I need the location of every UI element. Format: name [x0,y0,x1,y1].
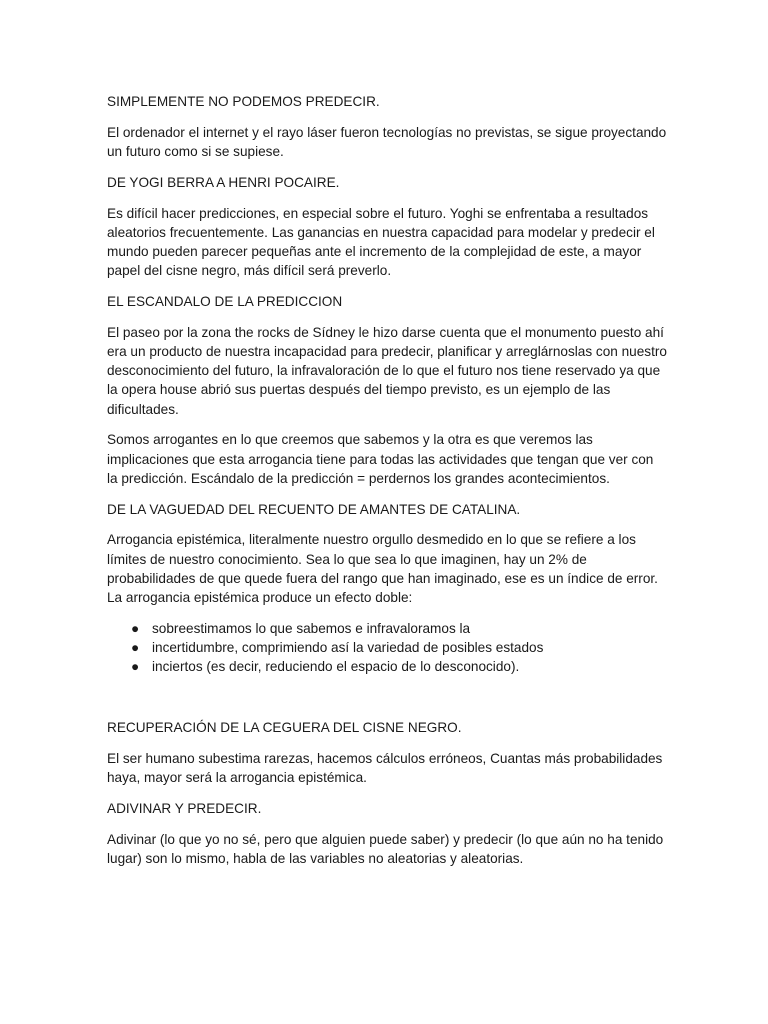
bullet-list [107,619,667,677]
vertical-spacer [107,688,667,718]
list-item [131,657,667,676]
paragraph: El ser humano subestima rarezas, hacemos cálculos erróneos, Cuantas más probabilidades haya, mayor será la arrogancia epistémica. [107,750,663,786]
list-item [131,619,667,638]
list-item-text: inciertos (es decir, reduciendo el espacio de lo desconocido). [152,659,520,675]
list-item-text: incertidumbre, comprimiendo así la variedad de posibles estados [152,640,544,656]
document-body [107,92,667,880]
paragraph: El paseo por la zona the rocks de Sídney le hizo darse cuenta que el monumento puesto ahí era un producto de nuestra incapacidad para predecir, planificar y arreglárnoslas con nuestro desconocimiento del futuro, la infravaloración de lo que el futuro nos tiene reservado ya que la opera house abrió sus puertas después del tiempo previsto, es un ejemplo de las dificultades. [107,324,667,417]
section-heading: SIMPLEMENTE NO PODEMOS PREDECIR. [107,94,380,109]
paragraph: El ordenador el internet y el rayo láser fueron tecnologías no previstas, se sigue proyectando un futuro como si se supiese. [107,124,667,159]
paragraph: Es difícil hacer predicciones, en especial sobre el futuro. Yoghi se enfrentaba a resultados aleatorios frecuentemente. Las ganancias en nuestra capacidad para modelar y predecir el mundo pueden parecer pequeñas ante el incremento de la complejidad de este, a mayor papel del cisne negro, más difícil será preverlo. [107,205,655,279]
paragraph: Somos arrogantes en lo que creemos que sabemos y la otra es que veremos las implicaciones que esta arrogancia tiene para todas las actividades que tengan que ver con la predicción. Escándalo de la predicción = perdernos los grandes acontecimientos. [107,432,654,486]
section-heading: EL ESCANDALO DE LA PREDICCION [107,294,343,309]
list-item [131,638,667,657]
section-heading: RECUPERACIÓN DE LA CEGUERA DEL CISNE NEGRO. [107,720,462,736]
section-heading: DE LA VAGUEDAD DEL RECUENTO DE AMANTES DE CATALINA. [107,501,521,517]
paragraph: Arrogancia epistémica, literalmente nuestro orgullo desmedido en lo que se refiere a los límites de nuestro conocimiento. Sea lo que sea lo que imaginen, hay un 2% de probabilidades de que quede fuera del rango que han imaginado, ese es un índice de error. La arrogancia epistémica produce un efecto doble: [107,532,658,606]
section-heading: DE YOGI BERRA A HENRI POCAIRE. [107,174,340,190]
bullet-icon: ● [131,659,140,675]
paragraph: Adivinar (lo que yo no sé, pero que alguien puede saber) y predecir (lo que aún no ha tenido lugar) son lo mismo, habla de las variables no aleatorias y aleatorias. [107,831,664,866]
bullet-icon: ● [131,620,140,636]
section-heading: ADIVINAR Y PREDECIR. [107,800,262,816]
bullet-icon: ● [131,640,140,656]
list-item-text: sobreestimamos lo que sabemos e infravaloramos la [152,620,471,636]
